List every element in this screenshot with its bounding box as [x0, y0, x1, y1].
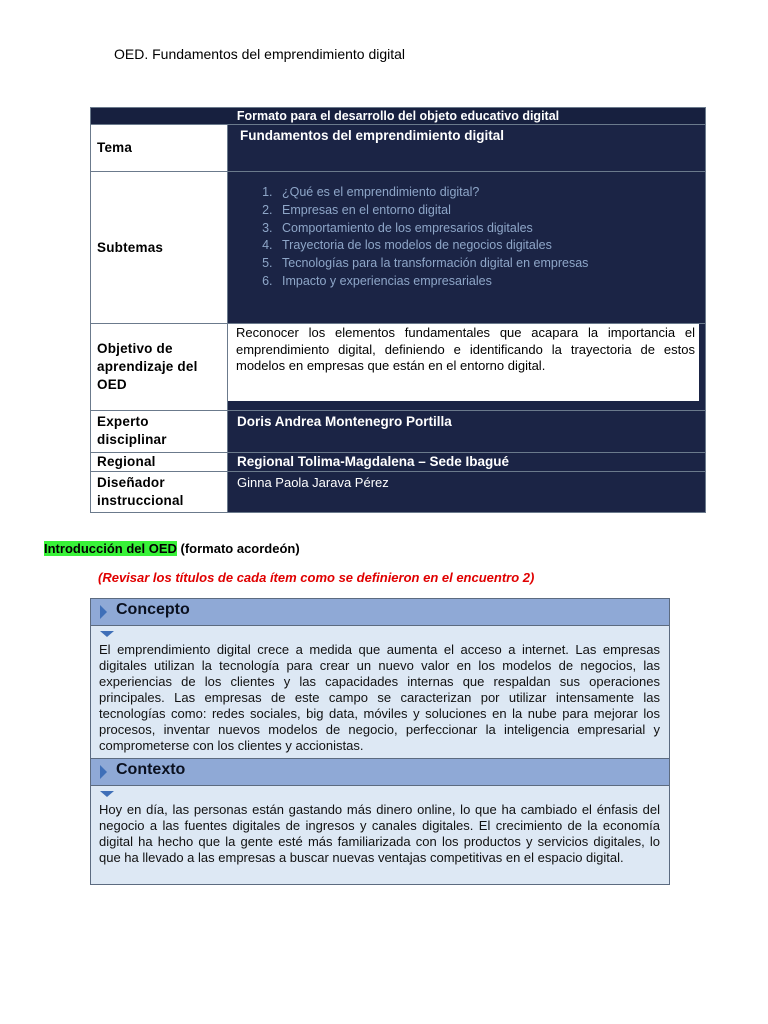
subtema-item: 4. Trayectoria de los modelos de negocios digitales [276, 237, 705, 255]
tema-label: Tema [91, 125, 228, 172]
intro-highlight: Introducción del OED [44, 541, 177, 556]
tema-value: Fundamentos del emprendimiento digital [228, 125, 706, 172]
experto-label: Experto disciplinar [91, 411, 228, 453]
subtema-item: 5. Tecnologías para la transformación digital en empresas [276, 255, 705, 273]
accordion-title: Concepto [116, 601, 190, 618]
intro-heading [44, 541, 300, 556]
regional-value: Regional Tolima-Magdalena – Sede Ibagué [228, 453, 706, 472]
accordion-body-concepto [91, 626, 669, 759]
disenador-value: Ginna Paola Jarava Pérez [228, 472, 706, 513]
chevron-right-icon [100, 765, 107, 779]
objetivo-value: Reconocer los elementos fundamentales que acapara la importancia el emprendimiento digital, definiendo e identificando la trayectoria de estos modelos en empresas que están en el entorno digital. [228, 324, 699, 401]
format-table [90, 107, 706, 513]
subtema-item: 3. Comportamiento de los empresarios digitales [276, 220, 705, 238]
chevron-down-icon[interactable] [100, 631, 114, 637]
accordion-text: El emprendimiento digital crece a medida que aumenta el acceso a internet. Las empresas digitales utilizan la tecnología para crear un nuevo valor en los modelos de negocios, las experiencias de los clientes y las capacidades internas que respaldan sus operaciones principales. Las empresas de este campo se caracterizan por utilizar intensamente las tecnologías como: redes sociales, big data, móviles y soluciones en la nube para mejorar los procesos, inventar nuevos modelos de negocio, perfeccionar la inteligencia empresarial y comprometerse con los clientes y accionistas. [99, 642, 660, 753]
review-note: (Revisar los títulos de cada ítem como se definieron en el encuentro 2) [98, 570, 535, 585]
disenador-label: Diseñador instruccional [91, 472, 228, 513]
accordion-text: Hoy en día, las personas están gastando más dinero online, lo que ha cambiado el énfasis del negocio a las fuentes digitales de ingresos y canales digitales. El crecimiento de la economía digital ha hecho que la gente esté más familiarizada con los productos y servicios digitales, lo que ha llevado a las empresas a buscar nuevas ventajas competitivas en el espacio digital. [99, 802, 660, 865]
experto-value: Doris Andrea Montenegro Portilla [228, 411, 706, 453]
document-header: OED. Fundamentos del emprendimiento digital [114, 46, 406, 62]
intro-suffix: (formato acordeón) [176, 541, 300, 556]
accordion-header-concepto[interactable] [91, 599, 669, 626]
format-table-title: Formato para el desarrollo del objeto educativo digital [91, 108, 706, 125]
accordion-body-contexto [91, 786, 669, 884]
chevron-down-icon[interactable] [100, 791, 114, 797]
subtemas-label: Subtemas [91, 172, 228, 324]
objetivo-label: Objetivo de aprendizaje del OED [91, 324, 228, 411]
accordion-header-contexto[interactable] [91, 759, 669, 786]
subtema-item: 6. Impacto y experiencias empresariales [276, 273, 705, 291]
accordion [90, 598, 670, 885]
chevron-right-icon [100, 605, 107, 619]
subtemas-list [228, 172, 705, 291]
regional-label: Regional [91, 453, 228, 472]
subtema-item: 1. ¿Qué es el emprendimiento digital? [276, 184, 705, 202]
subtemas-list-cell [228, 172, 706, 324]
subtema-item: 2. Empresas en el entorno digital [276, 202, 705, 220]
accordion-title: Contexto [116, 761, 186, 778]
objetivo-cell [228, 324, 706, 411]
